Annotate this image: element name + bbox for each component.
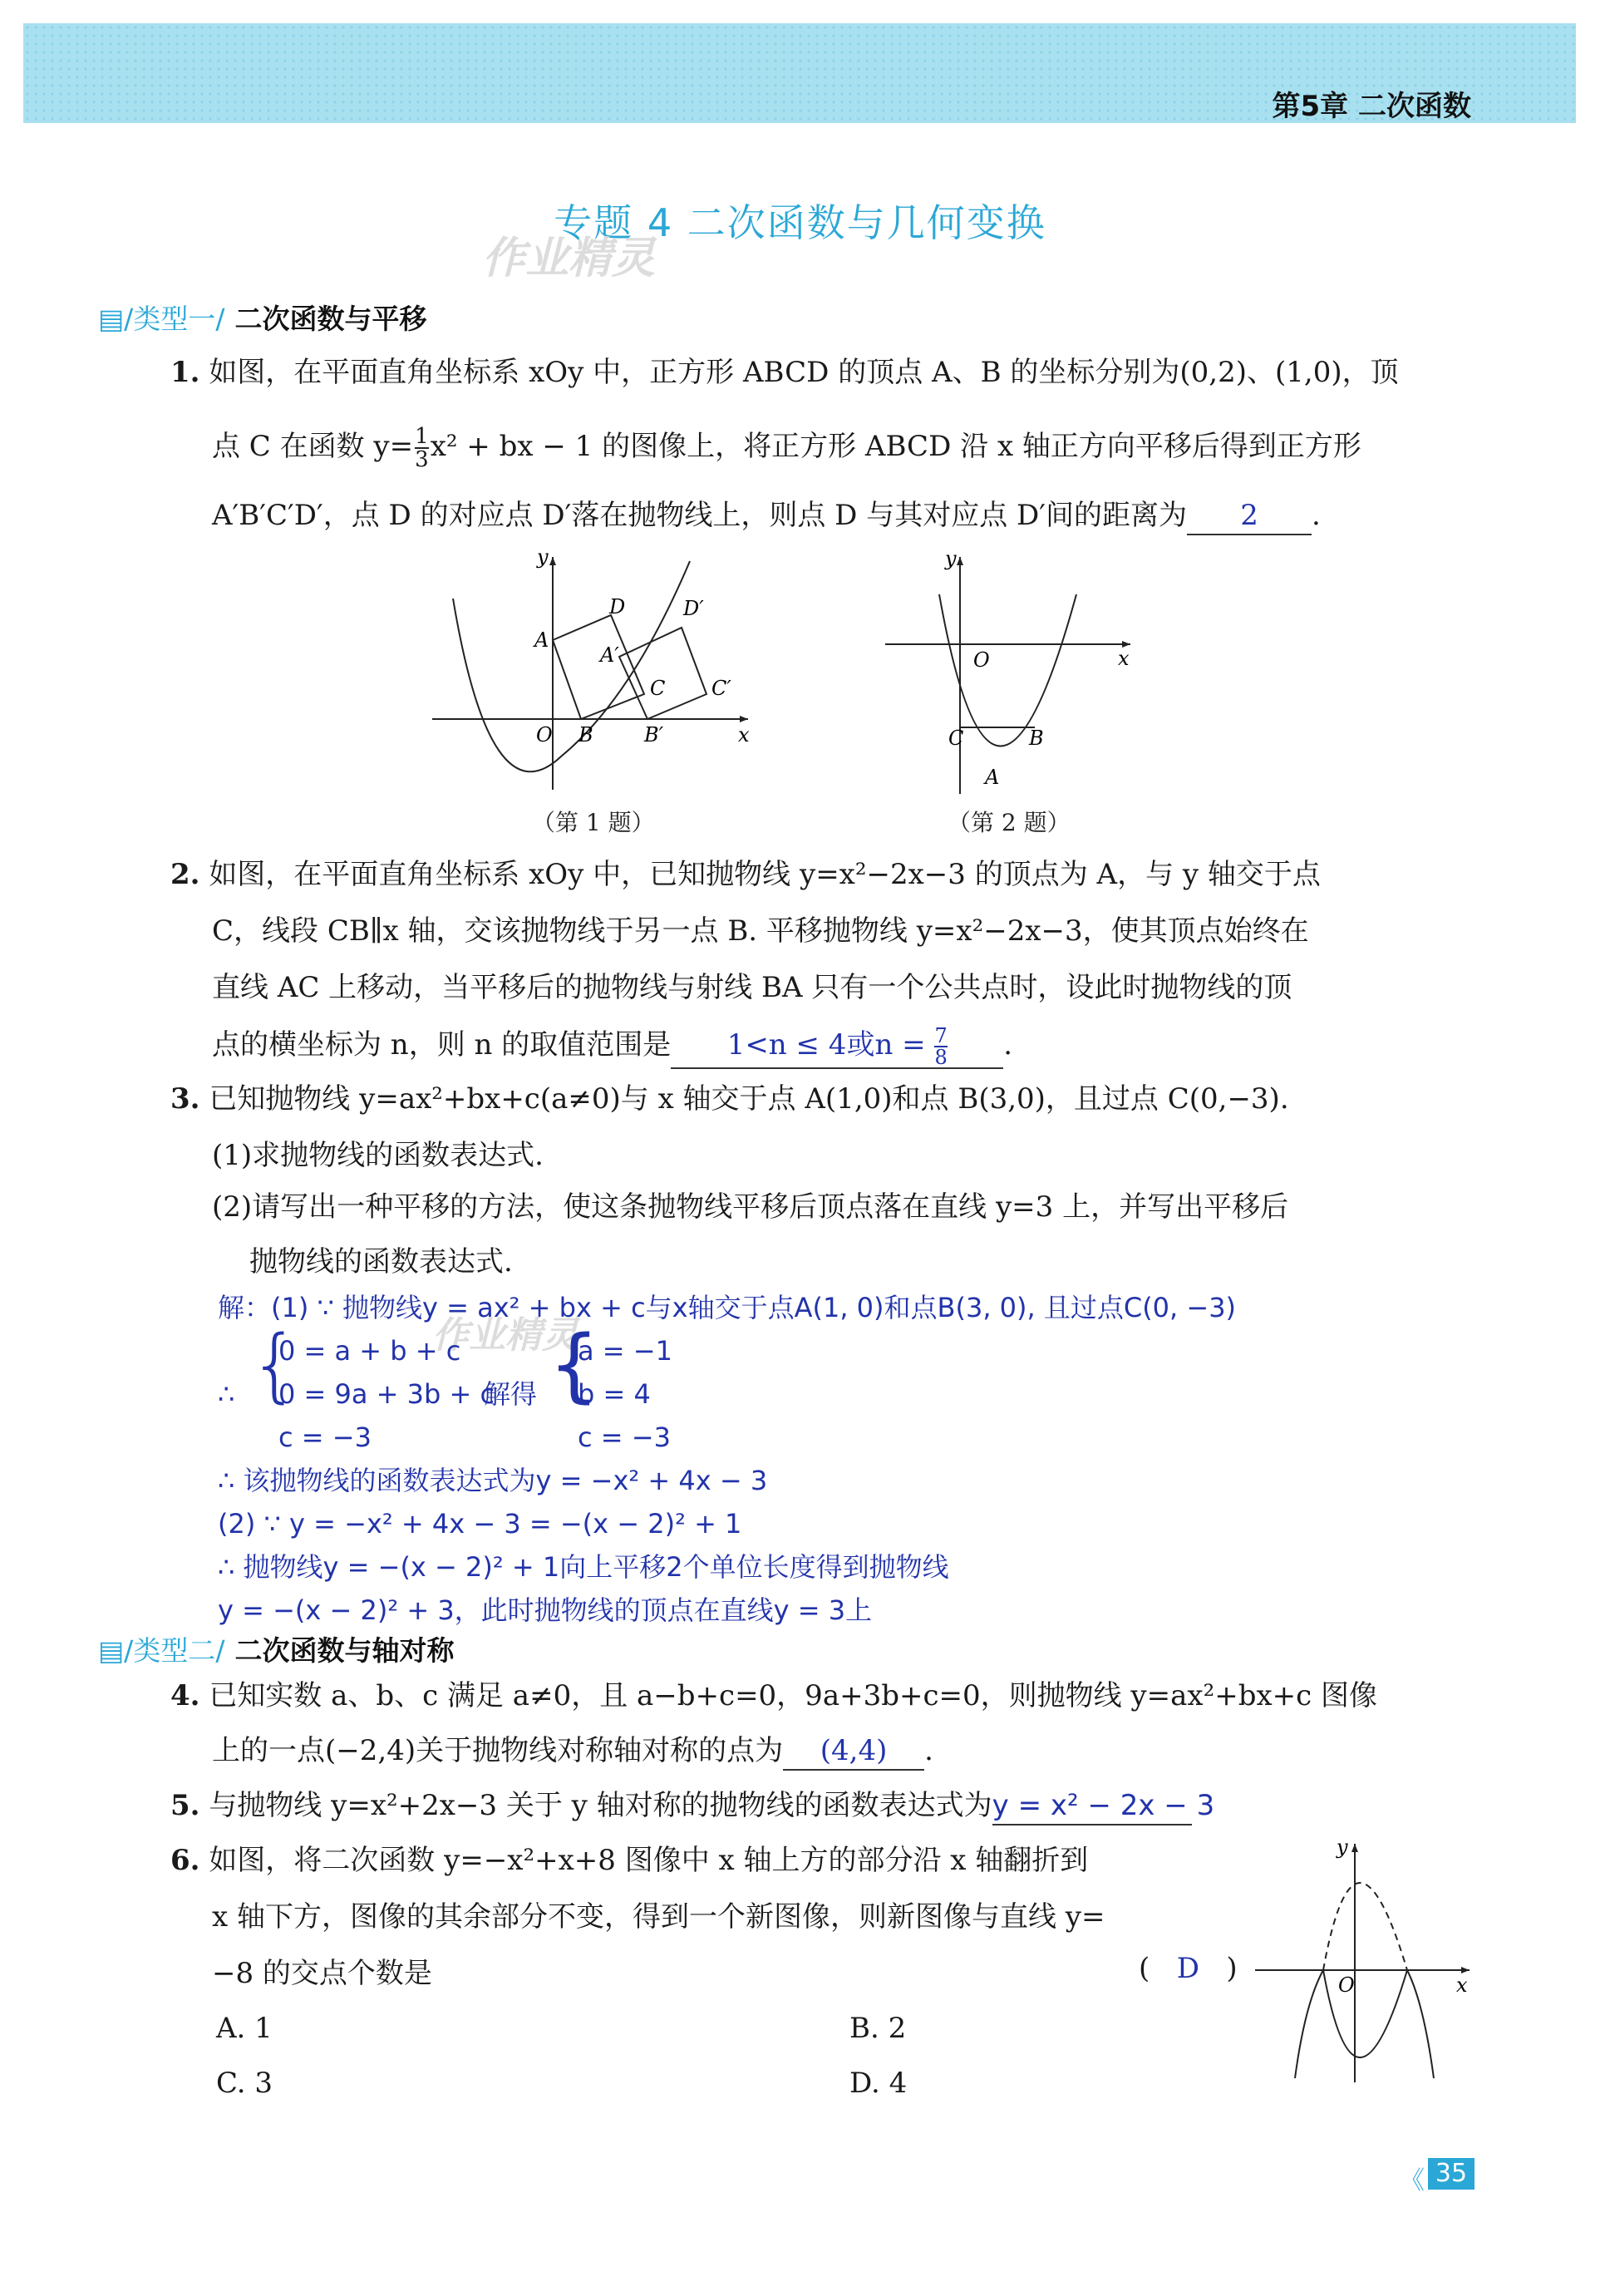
q6-line3: −8 的交点个数是 [212, 1957, 432, 1990]
sol3-line1: 解：(1) ∵ 抛物线y = ax² + bx + c与x轴交于点A(1, 0)和点B(3, 0), 且过点C(0, −3) [218, 1292, 1237, 1323]
q6-answer-bracket: ( D ) [1139, 1952, 1238, 1985]
q2-line3: 直线 AC 上移动，当平移后的抛物线与射线 BA 只有一个公共点时，设此时抛物线的顶 [212, 971, 1292, 1004]
sol3-sys1-a: 0 = a + b + c [278, 1335, 461, 1367]
fig6-label-y: y [1337, 1835, 1348, 1859]
sol3-line4: ∴ 抛物线y = −(x − 2)² + 1向上平移2个单位长度得到抛物线 [218, 1551, 949, 1583]
section-header-2: ▤/类型二/ 二次函数与轴对称 [98, 1634, 455, 1667]
fig1-label-O: O [536, 723, 553, 746]
q2-answer: 1<n ≤ 4或n = $\frac{7}{8}$ [671, 1026, 1003, 1069]
fig2-label-y: y [945, 549, 957, 570]
sol3-sys2-b: b = 4 [578, 1378, 651, 1410]
fig1-caption: （第 1 题） [532, 809, 655, 836]
q5-answer: y = x² − 2x − 3 [992, 1787, 1192, 1825]
fig2-label-x: x [1118, 647, 1130, 670]
q6-option-c: C. 3 [216, 2067, 273, 2100]
section-tag-icon: ▤/ [98, 303, 134, 335]
section-tag-icon: ▤/ [98, 1634, 134, 1667]
sol3-line2: ∴ 该抛物线的函数表达式为y = −x² + 4x − 3 [218, 1465, 768, 1496]
q1-line1: 1. 如图，在平面直角坐标系 xOy 中，正方形 ABCD 的顶点 A、B 的坐标分别为(0,2)、(1,0)，顶 [170, 356, 1399, 389]
q3-part1: (1)求抛物线的函数表达式. [212, 1139, 544, 1172]
fig1-label-B-prime: B′ [644, 723, 664, 746]
q5-line1: 5. 与抛物线 y=x²+2x−3 关于 y 轴对称的抛物线的函数表达式为y = x² − 2x − 3 [170, 1787, 1192, 1825]
q6-option-b: B. 2 [849, 2012, 907, 2045]
fig1-label-A: A [534, 628, 549, 652]
fig1-label-B: B [578, 723, 593, 746]
fig1-label-y: y [537, 549, 549, 569]
fig2-label-B: B [1029, 727, 1044, 750]
figure-2 [877, 549, 1143, 798]
section-name: 二次函数与平移 [234, 303, 427, 335]
sol3-sys1-b: 0 = 9a + 3b + c [278, 1378, 495, 1410]
fig1-label-A-prime: A′ [600, 643, 619, 667]
q4-line1: 4. 已知实数 a、b、c 满足 a≠0，且 a−b+c=0，9a+3b+c=0，则抛物线 y=ax²+bx+c 图像 [170, 1679, 1377, 1712]
brace-2: { [549, 1318, 600, 1412]
fig6-label-O: O [1338, 1973, 1355, 1997]
q6-option-a: A. 1 [216, 2012, 273, 2045]
q6-line2: x 轴下方，图像的其余部分不变，得到一个新图像，则新图像与直线 y= [212, 1900, 1105, 1934]
section-header-1: ▤/类型一/ 二次函数与平移 [98, 303, 427, 335]
fig6-label-x: x [1456, 1973, 1468, 1997]
fig2-label-A: A [985, 766, 1000, 789]
sol3-solve: 解得 [484, 1378, 538, 1410]
fig1-label-D: D [609, 595, 626, 618]
sol3-sys2-a: a = −1 [578, 1335, 672, 1367]
fig2-label-C: C [948, 727, 964, 750]
sol3-line3: (2) ∵ y = −x² + 4x − 3 = −(x − 2)² + 1 [218, 1508, 742, 1540]
fig1-label-D-prime: D′ [683, 597, 704, 620]
watermark: 作业精灵 [482, 234, 656, 283]
q4-line2: 上的一点(−2,4)关于抛物线对称轴对称的点为 (4,4) . [212, 1732, 933, 1771]
page-title: 专题 4 二次函数与几何变换 [554, 200, 1046, 245]
q3-line1: 3. 已知抛物线 y=ax²+bx+c(a≠0)与 x 轴交于点 A(1,0)和点 B(3,0)，且过点 C(0,−3). [170, 1082, 1289, 1116]
fig1-label-C-prime: C′ [711, 677, 731, 700]
fig1-label-x: x [738, 723, 750, 746]
q2-line1: 2. 如图，在平面直角坐标系 xOy 中，已知抛物线 y=x²−2x−3 的顶点为 A，与 y 轴交于点 [170, 858, 1321, 891]
sol3-sys1-c: c = −3 [278, 1421, 372, 1453]
fig2-label-O: O [973, 648, 990, 672]
q1-line3: A′B′C′D′，点 D 的对应点 D′落在抛物线上，则点 D 与其对应点 D′间的距离为 2 . [212, 497, 1321, 535]
q2-line4: 点的横坐标为 n，则 n 的取值范围是 1<n ≤ 4或n = $\frac{7}{8}$ . [212, 1024, 1013, 1069]
page-number: 35 [1428, 2158, 1474, 2190]
fig2-caption: （第 2 题） [948, 809, 1071, 836]
sol3-line5: y = −(x − 2)² + 3，此时抛物线的顶点在直线y = 3上 [218, 1594, 873, 1626]
section-tag: 类型二 [133, 1634, 216, 1667]
chapter-title: 第5章 二次函数 [1272, 90, 1471, 123]
q3-part2a: (2)请写出一种平移的方法，使这条抛物线平移后顶点落在直线 y=3 上，并写出平移后 [212, 1190, 1289, 1224]
q6-line1: 6. 如图，将二次函数 y=−x²+x+8 图像中 x 轴上方的部分沿 x 轴翻折到 [170, 1844, 1089, 1877]
page-arrow-icon: 《 [1400, 2166, 1425, 2195]
q1-answer: 2 [1187, 497, 1312, 535]
q2-line2: C，线段 CB∥x 轴，交该抛物线于另一点 B. 平移抛物线 y=x²−2x−3，使其顶点始终在 [212, 914, 1309, 948]
watermark-2: 作业精灵 [432, 1314, 578, 1357]
q3-part2b: 抛物线的函数表达式. [249, 1245, 513, 1279]
q1-line2: 点 C 在函数 y= $\frac{1}{3}$ x² + bx − 1 的图像上，将正方形 ABCD 沿 x 轴正方向平移后得到正方形 [212, 424, 1361, 472]
q6-answer: D [1176, 1952, 1199, 1985]
q6-option-d: D. 4 [849, 2067, 908, 2100]
figure-6 [1247, 1829, 1479, 2087]
q4-answer: (4,4) [783, 1732, 924, 1771]
figure-1 [416, 549, 765, 798]
sol3-sys2-c: c = −3 [578, 1421, 671, 1453]
fig1-label-C: C [650, 677, 666, 700]
brace-1: { [249, 1318, 301, 1412]
section-name: 二次函数与轴对称 [234, 1634, 455, 1667]
section-tag: 类型一 [133, 303, 216, 335]
sol3-therefore: ∴ [218, 1378, 235, 1410]
